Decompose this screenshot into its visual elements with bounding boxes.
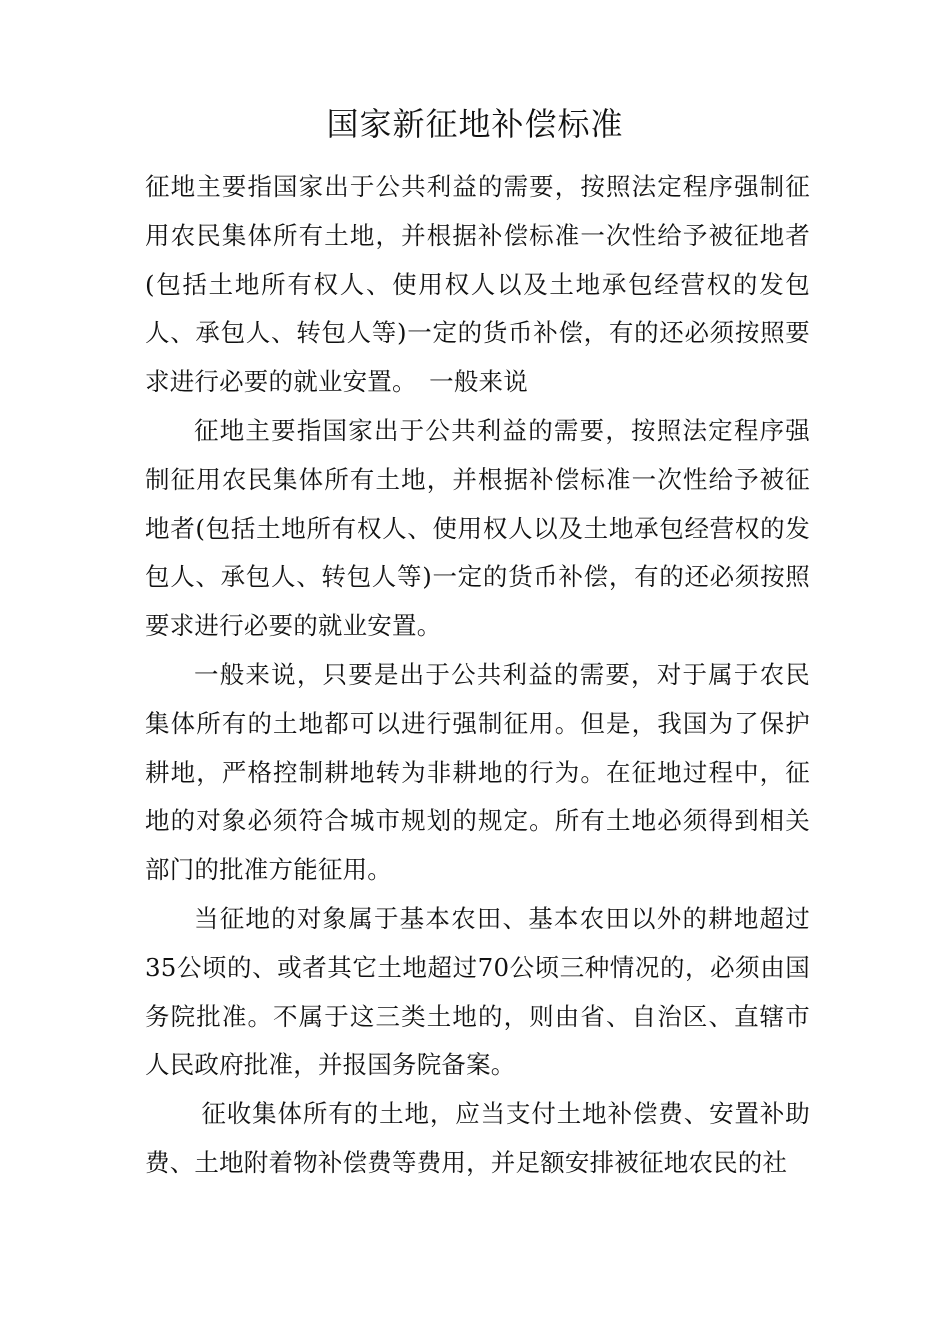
paragraph-1: 征地主要指国家出于公共利益的需要，按照法定程序强制征用农民集体所有土地，并根据补偿标准一次性给予被征地者(包括土地所有权人、使用权人以及土地承包经营权的发包人、承包人、转包人等)一定的货币补偿，有的还必须按照要求进行必要的就业安置。 一般来说 — [145, 172, 810, 397]
paragraph-4: 当征地的对象属于基本农田、基本农田以外的耕地超过35公顷的、或者其它土地超过70公顷三种情况的，必须由国务院批准。不属于这三类土地的，则由省、自治区、直辖市人民政府批准，并报国务院备案。 — [145, 903, 810, 1080]
document-body — [145, 163, 810, 1188]
paragraph-2: 征地主要指国家出于公共利益的需要，按照法定程序强制征用农民集体所有土地，并根据补偿标准一次性给予被征地者(包括土地所有权人、使用权人以及土地承包经营权的发包人、承包人、转包人等)一定的货币补偿，有的还必须按照要求进行必要的就业安置。 — [145, 415, 810, 641]
document-title: 国家新征地补偿标准 — [326, 105, 624, 143]
paragraph-3: 一般来说，只要是出于公共利益的需要，对于属于农民集体所有的土地都可以进行强制征用。但是，我国为了保护耕地，严格控制耕地转为非耕地的行为。在征地过程中，征地的对象必须符合城市规划的规定。所有土地必须得到相关部门的批准方能征用。 — [145, 659, 810, 885]
paragraph-5: 征收集体所有的土地，应当支付土地补偿费、安置补助费、土地附着物补偿费等费用，并足额安排被征地农民的社 — [145, 1099, 810, 1177]
